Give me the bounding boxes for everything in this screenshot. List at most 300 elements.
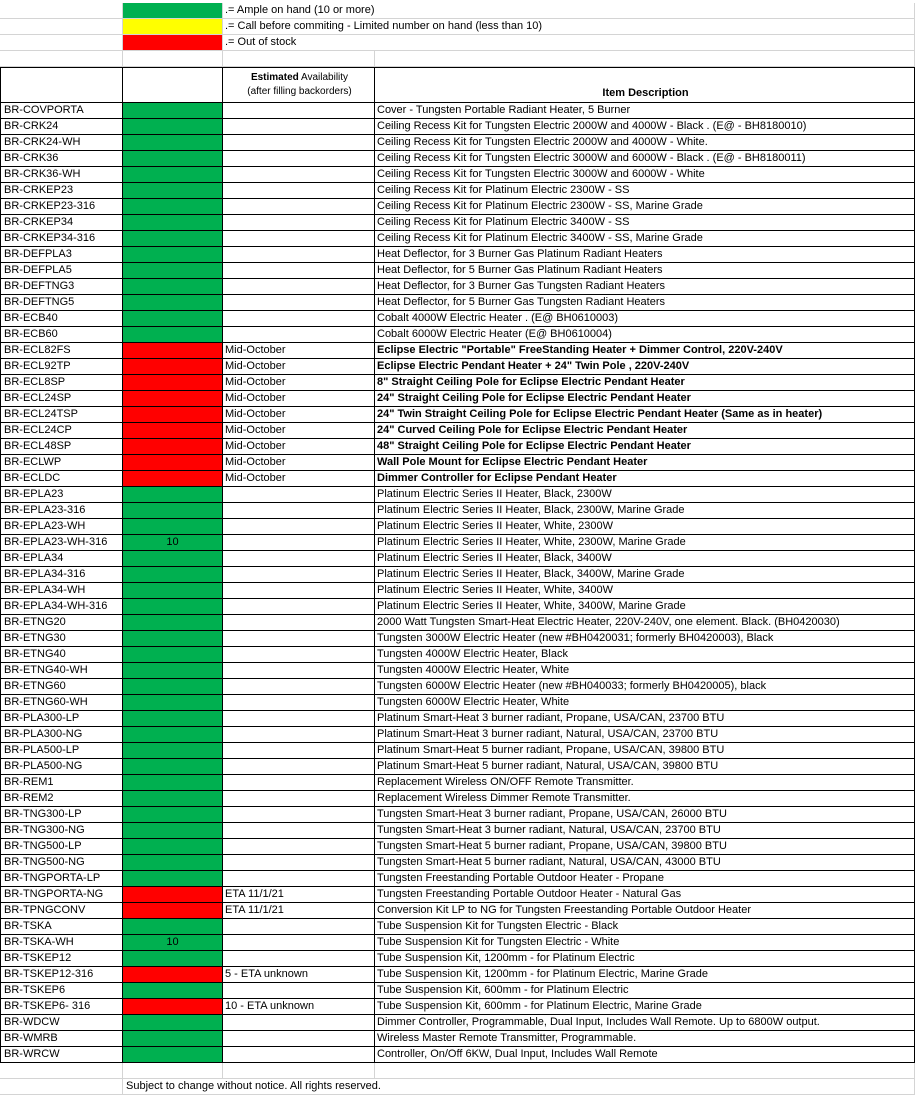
table-row xyxy=(0,423,915,439)
table-row xyxy=(0,823,915,839)
availability-cell xyxy=(223,807,375,823)
table-row xyxy=(0,999,915,1015)
status-cell xyxy=(123,295,223,311)
status-cell xyxy=(123,791,223,807)
sku-cell: BR-WDCW xyxy=(0,1015,123,1031)
legend-row xyxy=(0,35,915,51)
status-cell xyxy=(123,135,223,151)
description-cell: 24" Straight Ceiling Pole for Eclipse Electric Pendant Heater xyxy=(375,391,915,407)
description-cell: Eclipse Electric "Portable" FreeStanding Heater + Dimmer Control, 220V-240V xyxy=(375,343,915,359)
status-cell xyxy=(123,263,223,279)
availability-cell xyxy=(223,951,375,967)
table-row xyxy=(0,519,915,535)
status-cell xyxy=(123,199,223,215)
availability-cell xyxy=(223,1015,375,1031)
availability-cell xyxy=(223,775,375,791)
availability-cell xyxy=(223,599,375,615)
table-row xyxy=(0,407,915,423)
table-row xyxy=(0,391,915,407)
sku-cell: BR-ECB60 xyxy=(0,327,123,343)
table-row xyxy=(0,455,915,471)
sku-cell: BR-CRKEP34-316 xyxy=(0,231,123,247)
description-cell: Ceiling Recess Kit for Platinum Electric 3400W - SS, Marine Grade xyxy=(375,231,915,247)
table-row xyxy=(0,679,915,695)
status-cell xyxy=(123,711,223,727)
status-cell xyxy=(123,471,223,487)
availability-cell xyxy=(223,615,375,631)
sku-cell: BR-ECL48SP xyxy=(0,439,123,455)
description-cell: Tungsten 6000W Electric Heater, White xyxy=(375,695,915,711)
description-cell: 48" Straight Ceiling Pole for Eclipse Electric Pendant Heater xyxy=(375,439,915,455)
description-cell: Platinum Smart-Heat 5 burner radiant, Natural, USA/CAN, 39800 BTU xyxy=(375,759,915,775)
availability-cell: Mid-October xyxy=(223,455,375,471)
description-cell: Platinum Electric Series II Heater, White, 2300W, Marine Grade xyxy=(375,535,915,551)
availability-cell xyxy=(223,935,375,951)
description-cell: Tungsten 4000W Electric Heater, Black xyxy=(375,647,915,663)
description-cell: Ceiling Recess Kit for Platinum Electric 3400W - SS xyxy=(375,215,915,231)
status-cell xyxy=(123,519,223,535)
table-row xyxy=(0,631,915,647)
availability-cell xyxy=(223,215,375,231)
availability-cell xyxy=(223,327,375,343)
sku-cell: BR-ETNG30 xyxy=(0,631,123,647)
availability-cell xyxy=(223,263,375,279)
legend-swatch-yellow xyxy=(123,19,223,35)
sku-cell: BR-PLA300-NG xyxy=(0,727,123,743)
description-cell: Heat Deflector, for 5 Burner Gas Tungsten Radiant Heaters xyxy=(375,295,915,311)
status-cell xyxy=(123,599,223,615)
sku-cell: BR-ECL92TP xyxy=(0,359,123,375)
availability-cell xyxy=(223,1047,375,1063)
sku-cell: BR-REM1 xyxy=(0,775,123,791)
sku-cell: BR-EPLA23-WH-316 xyxy=(0,535,123,551)
sku-cell: BR-TNGPORTA-NG xyxy=(0,887,123,903)
status-cell xyxy=(123,391,223,407)
sku-cell: BR-EPLA34 xyxy=(0,551,123,567)
status-cell xyxy=(123,439,223,455)
header-item-description: Item Description xyxy=(375,68,915,103)
legend-text: .= Ample on hand (10 or more) xyxy=(223,3,915,19)
table-row xyxy=(0,663,915,679)
description-cell: Tungsten Freestanding Portable Outdoor Heater - Propane xyxy=(375,871,915,887)
availability-cell xyxy=(223,183,375,199)
status-cell xyxy=(123,567,223,583)
description-cell: Dimmer Controller, Programmable, Dual Input, Includes Wall Remote. Up to 6800W output. xyxy=(375,1015,915,1031)
description-cell: Platinum Electric Series II Heater, White, 3400W xyxy=(375,583,915,599)
table-row xyxy=(0,151,915,167)
status-cell xyxy=(123,119,223,135)
table-row xyxy=(0,231,915,247)
status-cell xyxy=(123,951,223,967)
table-header xyxy=(0,67,915,103)
availability-cell: Mid-October xyxy=(223,359,375,375)
availability-cell: Mid-October xyxy=(223,423,375,439)
status-cell xyxy=(123,455,223,471)
description-cell: Platinum Electric Series II Heater, Black, 3400W xyxy=(375,551,915,567)
table-row xyxy=(0,503,915,519)
status-cell xyxy=(123,327,223,343)
availability-cell xyxy=(223,135,375,151)
table-row xyxy=(0,983,915,999)
availability-cell xyxy=(223,199,375,215)
description-cell: Platinum Smart-Heat 5 burner radiant, Propane, USA/CAN, 39800 BTU xyxy=(375,743,915,759)
availability-cell: Mid-October xyxy=(223,343,375,359)
availability-cell: ETA 11/1/21 xyxy=(223,903,375,919)
status-cell xyxy=(123,1015,223,1031)
table-row xyxy=(0,375,915,391)
status-cell xyxy=(123,1031,223,1047)
legend-swatch-red xyxy=(123,35,223,51)
sku-cell: BR-TSKEP6 xyxy=(0,983,123,999)
availability-cell xyxy=(223,1031,375,1047)
table-row xyxy=(0,647,915,663)
availability-cell xyxy=(223,759,375,775)
legend-swatch-green xyxy=(123,3,223,19)
status-cell xyxy=(123,919,223,935)
table-row xyxy=(0,935,915,951)
table-row xyxy=(0,855,915,871)
table-row xyxy=(0,279,915,295)
status-cell xyxy=(123,807,223,823)
availability-cell xyxy=(223,727,375,743)
sku-cell: BR-TSKA-WH xyxy=(0,935,123,951)
status-cell xyxy=(123,167,223,183)
status-cell xyxy=(123,871,223,887)
description-cell: Heat Deflector, for 3 Burner Gas Tungsten Radiant Heaters xyxy=(375,279,915,295)
description-cell: Cover - Tungsten Portable Radiant Heater, 5 Burner xyxy=(375,103,915,119)
description-cell: Tungsten 4000W Electric Heater, White xyxy=(375,663,915,679)
table-row xyxy=(0,327,915,343)
sku-cell: BR-TNGPORTA-LP xyxy=(0,871,123,887)
table-row xyxy=(0,887,915,903)
description-cell: 8" Straight Ceiling Pole for Eclipse Electric Pendant Heater xyxy=(375,375,915,391)
description-cell: Controller, On/Off 6KW, Dual Input, Includes Wall Remote xyxy=(375,1047,915,1063)
sku-cell: BR-ECL24TSP xyxy=(0,407,123,423)
description-cell: Ceiling Recess Kit for Platinum Electric 2300W - SS, Marine Grade xyxy=(375,199,915,215)
description-cell: Tube Suspension Kit for Tungsten Electric - Black xyxy=(375,919,915,935)
table-row xyxy=(0,615,915,631)
status-cell xyxy=(123,103,223,119)
description-cell: Wireless Master Remote Transmitter, Programmable. xyxy=(375,1031,915,1047)
availability-cell: Mid-October xyxy=(223,439,375,455)
availability-cell: 10 - ETA unknown xyxy=(223,999,375,1015)
availability-cell xyxy=(223,295,375,311)
status-cell xyxy=(123,983,223,999)
sku-cell: BR-WRCW xyxy=(0,1047,123,1063)
description-cell: Heat Deflector, for 3 Burner Gas Platinum Radiant Heaters xyxy=(375,247,915,263)
sku-cell: BR-TNG500-LP xyxy=(0,839,123,855)
availability-cell xyxy=(223,567,375,583)
status-cell xyxy=(123,887,223,903)
header-sku-cell xyxy=(0,68,123,103)
table-row xyxy=(0,775,915,791)
description-cell: Tube Suspension Kit, 600mm - for Platinum Electric xyxy=(375,983,915,999)
description-cell: Conversion Kit LP to NG for Tungsten Freestanding Portable Outdoor Heater xyxy=(375,903,915,919)
description-cell: Tungsten 6000W Electric Heater (new #BH040033; formerly BH0420005), black xyxy=(375,679,915,695)
status-cell xyxy=(123,999,223,1015)
sku-cell: BR-COVPORTA xyxy=(0,103,123,119)
sku-cell: BR-DEFPLA5 xyxy=(0,263,123,279)
sku-cell: BR-ECL82FS xyxy=(0,343,123,359)
status-cell xyxy=(123,615,223,631)
availability-cell: ETA 11/1/21 xyxy=(223,887,375,903)
availability-cell xyxy=(223,631,375,647)
description-cell: Platinum Electric Series II Heater, Black, 2300W xyxy=(375,487,915,503)
table-row xyxy=(0,263,915,279)
table-row xyxy=(0,343,915,359)
items-table xyxy=(0,103,915,1063)
sku-cell: BR-ECL24CP xyxy=(0,423,123,439)
status-cell xyxy=(123,775,223,791)
availability-cell xyxy=(223,823,375,839)
status-cell xyxy=(123,631,223,647)
description-cell: Dimmer Controller for Eclipse Pendant Heater xyxy=(375,471,915,487)
status-cell xyxy=(123,487,223,503)
legend xyxy=(0,3,915,51)
sku-cell: BR-TSKEP12 xyxy=(0,951,123,967)
table-row xyxy=(0,471,915,487)
sku-cell: BR-WMRB xyxy=(0,1031,123,1047)
footer-note: Subject to change without notice. All rights reserved. xyxy=(123,1079,915,1095)
availability-cell: 5 - ETA unknown xyxy=(223,967,375,983)
status-cell xyxy=(123,279,223,295)
status-cell xyxy=(123,855,223,871)
status-cell xyxy=(123,727,223,743)
table-row xyxy=(0,567,915,583)
spacer-row xyxy=(0,51,915,67)
table-row xyxy=(0,711,915,727)
table-row xyxy=(0,1031,915,1047)
description-cell: Wall Pole Mount for Eclipse Electric Pendant Heater xyxy=(375,455,915,471)
sku-cell: BR-CRKEP23-316 xyxy=(0,199,123,215)
table-row xyxy=(0,871,915,887)
description-cell: Tube Suspension Kit, 600mm - for Platinum Electric, Marine Grade xyxy=(375,999,915,1015)
table-row xyxy=(0,695,915,711)
sku-cell: BR-ECB40 xyxy=(0,311,123,327)
availability-cell: Mid-October xyxy=(223,471,375,487)
description-cell: Tube Suspension Kit, 1200mm - for Platinum Electric, Marine Grade xyxy=(375,967,915,983)
availability-cell xyxy=(223,663,375,679)
sku-cell: BR-ETNG40 xyxy=(0,647,123,663)
table-row xyxy=(0,727,915,743)
table-row xyxy=(0,839,915,855)
availability-cell: Mid-October xyxy=(223,407,375,423)
availability-cell xyxy=(223,311,375,327)
description-cell: Cobalt 4000W Electric Heater . (E@ BH0610003) xyxy=(375,311,915,327)
table-row xyxy=(0,247,915,263)
status-cell xyxy=(123,679,223,695)
table-row xyxy=(0,903,915,919)
header-status-cell xyxy=(123,68,223,103)
description-cell: Ceiling Recess Kit for Tungsten Electric 3000W and 6000W - White xyxy=(375,167,915,183)
availability-cell xyxy=(223,839,375,855)
description-cell: Heat Deflector, for 5 Burner Gas Platinum Radiant Heaters xyxy=(375,263,915,279)
sku-cell: BR-EPLA34-WH xyxy=(0,583,123,599)
sku-cell: BR-EPLA23-316 xyxy=(0,503,123,519)
availability-cell xyxy=(223,247,375,263)
sku-cell: BR-PLA500-NG xyxy=(0,759,123,775)
status-cell xyxy=(123,743,223,759)
sku-cell: BR-ETNG60-WH xyxy=(0,695,123,711)
sku-cell: BR-EPLA34-316 xyxy=(0,567,123,583)
sku-cell: BR-DEFPLA3 xyxy=(0,247,123,263)
description-cell: Ceiling Recess Kit for Tungsten Electric 2000W and 4000W - White. xyxy=(375,135,915,151)
availability-cell xyxy=(223,919,375,935)
status-cell: 10 xyxy=(123,535,223,551)
description-cell: Platinum Smart-Heat 3 burner radiant, Propane, USA/CAN, 23700 BTU xyxy=(375,711,915,727)
sku-cell: BR-PLA300-LP xyxy=(0,711,123,727)
availability-cell: Mid-October xyxy=(223,375,375,391)
availability-cell xyxy=(223,487,375,503)
status-cell xyxy=(123,903,223,919)
table-row xyxy=(0,791,915,807)
description-cell: Platinum Electric Series II Heater, Black, 2300W, Marine Grade xyxy=(375,503,915,519)
availability-cell xyxy=(223,711,375,727)
status-cell xyxy=(123,583,223,599)
description-cell: Ceiling Recess Kit for Platinum Electric 2300W - SS xyxy=(375,183,915,199)
availability-cell xyxy=(223,167,375,183)
sku-cell: BR-ECLWP xyxy=(0,455,123,471)
sku-cell: BR-CRK24-WH xyxy=(0,135,123,151)
status-cell xyxy=(123,1047,223,1063)
sku-cell: BR-CRKEP34 xyxy=(0,215,123,231)
table-row xyxy=(0,311,915,327)
status-cell xyxy=(123,823,223,839)
sku-cell: BR-TNG500-NG xyxy=(0,855,123,871)
description-cell: 2000 Watt Tungsten Smart-Heat Electric Heater, 220V-240V, one element. Black. (BH0420030) xyxy=(375,615,915,631)
status-cell xyxy=(123,503,223,519)
table-row xyxy=(0,1047,915,1063)
table-row xyxy=(0,759,915,775)
table-row xyxy=(0,215,915,231)
description-cell: Tungsten 3000W Electric Heater (new #BH0420031; formerly BH0420003), Black xyxy=(375,631,915,647)
description-cell: Eclipse Electric Pendant Heater + 24" Twin Pole , 220V-240V xyxy=(375,359,915,375)
spacer-row xyxy=(0,1063,915,1079)
availability-cell xyxy=(223,535,375,551)
status-cell xyxy=(123,247,223,263)
availability-cell xyxy=(223,151,375,167)
table-row xyxy=(0,951,915,967)
sku-cell: BR-ETNG20 xyxy=(0,615,123,631)
description-cell: Ceiling Recess Kit for Tungsten Electric 3000W and 6000W - Black . (E@ - BH8180011) xyxy=(375,151,915,167)
legend-text: .= Out of stock xyxy=(223,35,915,51)
sku-cell: BR-CRK36-WH xyxy=(0,167,123,183)
sku-cell: BR-PLA500-LP xyxy=(0,743,123,759)
sku-cell: BR-TSKEP12-316 xyxy=(0,967,123,983)
status-cell xyxy=(123,183,223,199)
availability-cell xyxy=(223,983,375,999)
table-row xyxy=(0,599,915,615)
table-row xyxy=(0,199,915,215)
sku-cell: BR-CRK36 xyxy=(0,151,123,167)
description-cell: Platinum Electric Series II Heater, White, 3400W, Marine Grade xyxy=(375,599,915,615)
status-cell xyxy=(123,231,223,247)
sku-cell: BR-CRK24 xyxy=(0,119,123,135)
description-cell: Tungsten Smart-Heat 5 burner radiant, Natural, USA/CAN, 43000 BTU xyxy=(375,855,915,871)
description-cell: Cobalt 6000W Electric Heater (E@ BH0610004) xyxy=(375,327,915,343)
availability-cell xyxy=(223,855,375,871)
sku-cell: BR-ECLDC xyxy=(0,471,123,487)
description-cell: Ceiling Recess Kit for Tungsten Electric 2000W and 4000W - Black . (E@ - BH8180010) xyxy=(375,119,915,135)
availability-cell xyxy=(223,503,375,519)
status-cell xyxy=(123,759,223,775)
sku-cell: BR-TNG300-LP xyxy=(0,807,123,823)
sku-cell: BR-EPLA34-WH-316 xyxy=(0,599,123,615)
availability-cell xyxy=(223,119,375,135)
description-cell: Tungsten Smart-Heat 3 burner radiant, Natural, USA/CAN, 23700 BTU xyxy=(375,823,915,839)
table-row xyxy=(0,967,915,983)
availability-cell xyxy=(223,743,375,759)
status-cell xyxy=(123,663,223,679)
status-cell xyxy=(123,647,223,663)
sku-cell: BR-ETNG40-WH xyxy=(0,663,123,679)
description-cell: 24" Curved Ceiling Pole for Eclipse Electric Pendant Heater xyxy=(375,423,915,439)
table-row xyxy=(0,919,915,935)
table-row xyxy=(0,359,915,375)
table-row xyxy=(0,183,915,199)
description-cell: Tungsten Smart-Heat 5 burner radiant, Propane, USA/CAN, 39800 BTU xyxy=(375,839,915,855)
table-row xyxy=(0,807,915,823)
availability-cell xyxy=(223,695,375,711)
legend-text: .= Call before commiting - Limited number on hand (less than 10) xyxy=(223,19,915,35)
sku-cell: BR-CRKEP23 xyxy=(0,183,123,199)
availability-cell xyxy=(223,871,375,887)
description-cell: Tube Suspension Kit, 1200mm - for Platinum Electric xyxy=(375,951,915,967)
status-cell xyxy=(123,407,223,423)
status-cell xyxy=(123,967,223,983)
availability-cell xyxy=(223,279,375,295)
status-cell xyxy=(123,839,223,855)
description-cell: 24" Twin Straight Ceiling Pole for Eclipse Electric Pendant Heater (Same as in heater) xyxy=(375,407,915,423)
availability-cell xyxy=(223,583,375,599)
status-cell xyxy=(123,695,223,711)
status-cell xyxy=(123,359,223,375)
table-row xyxy=(0,583,915,599)
header-estimated-line2: (after filling backorders) xyxy=(247,86,352,97)
sku-cell: BR-ETNG60 xyxy=(0,679,123,695)
table-row xyxy=(0,135,915,151)
footer-row xyxy=(0,1079,915,1095)
sku-cell: BR-TNG300-NG xyxy=(0,823,123,839)
description-cell: Tungsten Smart-Heat 3 burner radiant, Propane, USA/CAN, 26000 BTU xyxy=(375,807,915,823)
status-cell xyxy=(123,215,223,231)
sku-cell: BR-TSKA xyxy=(0,919,123,935)
sku-cell: BR-ECL8SP xyxy=(0,375,123,391)
sku-cell: BR-DEFTNG3 xyxy=(0,279,123,295)
status-cell xyxy=(123,375,223,391)
sku-cell: BR-DEFTNG5 xyxy=(0,295,123,311)
status-cell xyxy=(123,151,223,167)
description-cell: Platinum Electric Series II Heater, White, 2300W xyxy=(375,519,915,535)
availability-cell: Mid-October xyxy=(223,391,375,407)
description-cell: Tube Suspension Kit for Tungsten Electric - White xyxy=(375,935,915,951)
sku-cell: BR-REM2 xyxy=(0,791,123,807)
description-cell: Platinum Smart-Heat 3 burner radiant, Natural, USA/CAN, 23700 BTU xyxy=(375,727,915,743)
description-cell: Tungsten Freestanding Portable Outdoor Heater - Natural Gas xyxy=(375,887,915,903)
availability-cell xyxy=(223,647,375,663)
header-estimated-availability xyxy=(223,68,375,103)
table-row xyxy=(0,103,915,119)
legend-row xyxy=(0,19,915,35)
sku-cell: BR-TSKEP6- 316 xyxy=(0,999,123,1015)
table-row xyxy=(0,119,915,135)
availability-cell xyxy=(223,519,375,535)
availability-cell xyxy=(223,791,375,807)
table-row xyxy=(0,487,915,503)
availability-cell xyxy=(223,103,375,119)
table-row xyxy=(0,743,915,759)
status-cell xyxy=(123,423,223,439)
